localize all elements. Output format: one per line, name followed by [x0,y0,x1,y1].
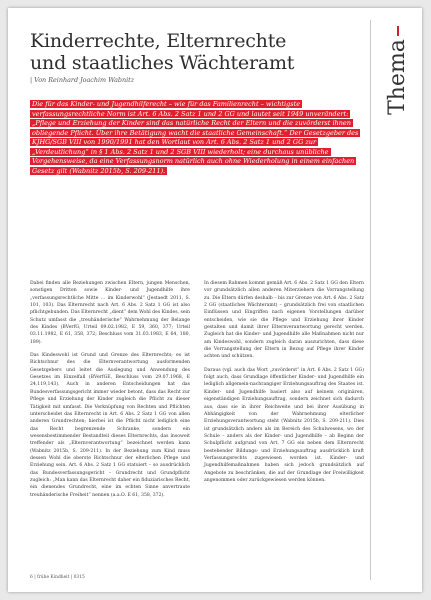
body-paragraph: In diesem Rahmen kommt gemäß Art. 6 Abs. 2 Satz 1 GG den Eltern vor grundsätzlich allen anderen Miterziehern die Vorrangstellung zu. Die Eltern dürfen deshalb – bis zur Grenze von Art. 6 Abs. 2 Satz 2 GG (staatliches Wächteramt) – grundsätzlich frei von staatlichen Einflüssen und Eingriffen nach eigenen Vorstellungen darüber entscheiden, wie sie die Pflege und Erziehung ihrer Kinder gestalten und damit ihrer Elternverantwortung gerecht werden. Zugleich hat die Kinder- und Jugendhilfe alle Maßnahmen nicht nur am Kindeswohl, sondern zugleich daran auszurichten, dass diese die Vorrangstellung der Eltern in Bezug auf Pflege ihrer Kinder achten und schützen. [204,281,364,360]
page-footer: 6 | frühe Kindheit | 0315 [30,575,85,580]
section-tab [386,26,412,146]
vertical-divider [370,20,371,580]
article-title [30,30,360,74]
body-column-right [204,280,364,490]
section-label: Thema [385,39,410,115]
highlighted-intro-text: Die für das Kinder- und Jugendhilferecht – wie für das Familienrecht – wichtigste verfassungsrechtliche Norm ist Art. 6 Abs. 2 Satz 1 und 2 GG und lautet seit 1949 unverändert: „Pflege und Erziehung der Kinder sind das natürliche Recht der Eltern und die zuvörderst ihnen obliegende Pflicht. Über ihre Betätigung wacht die staatliche Gemeinschaft.“ Der Gesetzgeber des KJHG/SGB VIII von 1990/1991 hat den Wortlaut von Art. 6 Abs. 2 Satz 1 und 2 GG zur „Verdeutlichung“ in § 1 Abs. 2 Satz 1 und 2 SGB VIII wiederholt; eine durchaus unübliche Vorgehensweise, da eine Verfassungsnorm natürlich auch ohne Wiederholung in einem einfachen Gesetz gilt (Wabnitz 2015b, S. 209-211). [32,100,359,175]
author-byline: | Von Reinhard Joachim Wabnitz [30,76,135,84]
document-page [8,8,422,592]
title-line-1: Kinderrechte, Elternrechte [30,30,287,52]
body-paragraph: Das Kindeswohl ist Grund und Grenze des Elternrechts; es ist Richtschnur des die Elternverantwortung ausformenden Gesetzgebers und leitet die Auslegung und Anwendung des Gesetzes im Einzelfall (BVerfGE, Beschluss vom 29.07.1968, E 24,119,143). Auch in anderen Entscheidungen hat das Bundesverfassungsgericht immer wieder betont, dass das Recht zur Pflege und Erziehung der Kinder zugleich die Pflicht zu dieser Tätigkeit mit umfasst. Die Verknüpfung von Rechten und Pflichten unterscheidet das Elternrecht in Art. 6 Abs. 2 Satz 1 GG von allen anderen Grundrechten; hierbei ist die Pflicht nicht lediglich eine das Recht begrenzende Schranke, sondern ein wesensbestimmender Bestandteil dieses Elternrechts, das insoweit treffender als „Elternverantwortung“ bezeichnet werden kann (Wabnitz 2015b, S. 209-211). In der Beziehung zum Kind muss dessen Wohl die oberste Richtschnur der elterlichen Pflege und Erziehung sein. Art. 6 Abs. 2 Satz 1 GG statuiert – so ausdrücklich das Bundesverfassungsgericht – Grundrecht und Grundpflicht zugleich: „Man kann das Elternrecht daher ein fiduziarisches Recht, ein dienendes Grundrecht, eine im echten Sinne anvertraute treuhänderische Freiheit“ nennen (a.a.O. E 61, 358, 372). [30,353,190,498]
body-column-left [30,280,190,505]
body-paragraph: Daraus (vgl. auch das Wort „zuvörderst“ in Art. 6 Abs. 2 Satz 1 GG) folgt auch, dass Grundlage öffentlicher Kinder- und Jugendhilfe ein lediglich allgemein-nachrangiger Erziehungsauftrag des Staates ist. Kinder- und Jugendhilfe basiert also auf keinem originären, eigenständigen Erziehungsauftrag, sondern zeichnet sich dadurch aus, dass sie in ihrer Reichweite und bei ihrer Ausübung in Abhängigkeit von der Wahrnehmung elterlicher Erziehungsverantwortung steht (Wabnitz 2015b, S. 209-211). Dies ist grundsätzlich anders als im Bereich des Schulwesens, wo der Schule – anders als der Kinder- und Jugendhilfe – ab Beginn der Schulpflicht aufgrund von Art. 7 GG ein neben dem Elternrecht bestehender Bildungs- und Erziehungsauftrag ausdrücklich kraft Verfassungsrechts zugewiesen worden ist. Kinder- und Jugendhilfemaßnahmen haben sich jedoch grundsätzlich auf Angebote zu beschränken, die auf der Grundlage der Freiwilligkeit angenommen oder zurückgewiesen werden können. [204,367,364,483]
body-paragraph: Dabei finden alle Beziehungen zwischen Eltern, jungen Menschen, sonstigen Dritten sowie Kinder- und Jugendhilfe ihre „verfassungsrechtliche Mitte … im Kinderwohl“ (Jestaedt 2011, S. 101, 103). Das Elternrecht nach Art. 6 Abs. 2 Satz 1 GG ist also pflichtgebunden. Das Elternrecht „dient“ dem Wohl des Kindes, sein Schutz umfasst die „treuhänderische“ Wahrnehmung der Belange des Kindes (BVerfG, Urteil 09.02.1982, E 59, 360, 377; Urteil 03.11.1982, E 61, 358, 372; Beschluss vom 31.03.1983, E 64, 180, 189). [30,281,190,345]
title-line-2: und staatliches Wächteramt [30,52,295,74]
lead-paragraph [30,100,364,176]
